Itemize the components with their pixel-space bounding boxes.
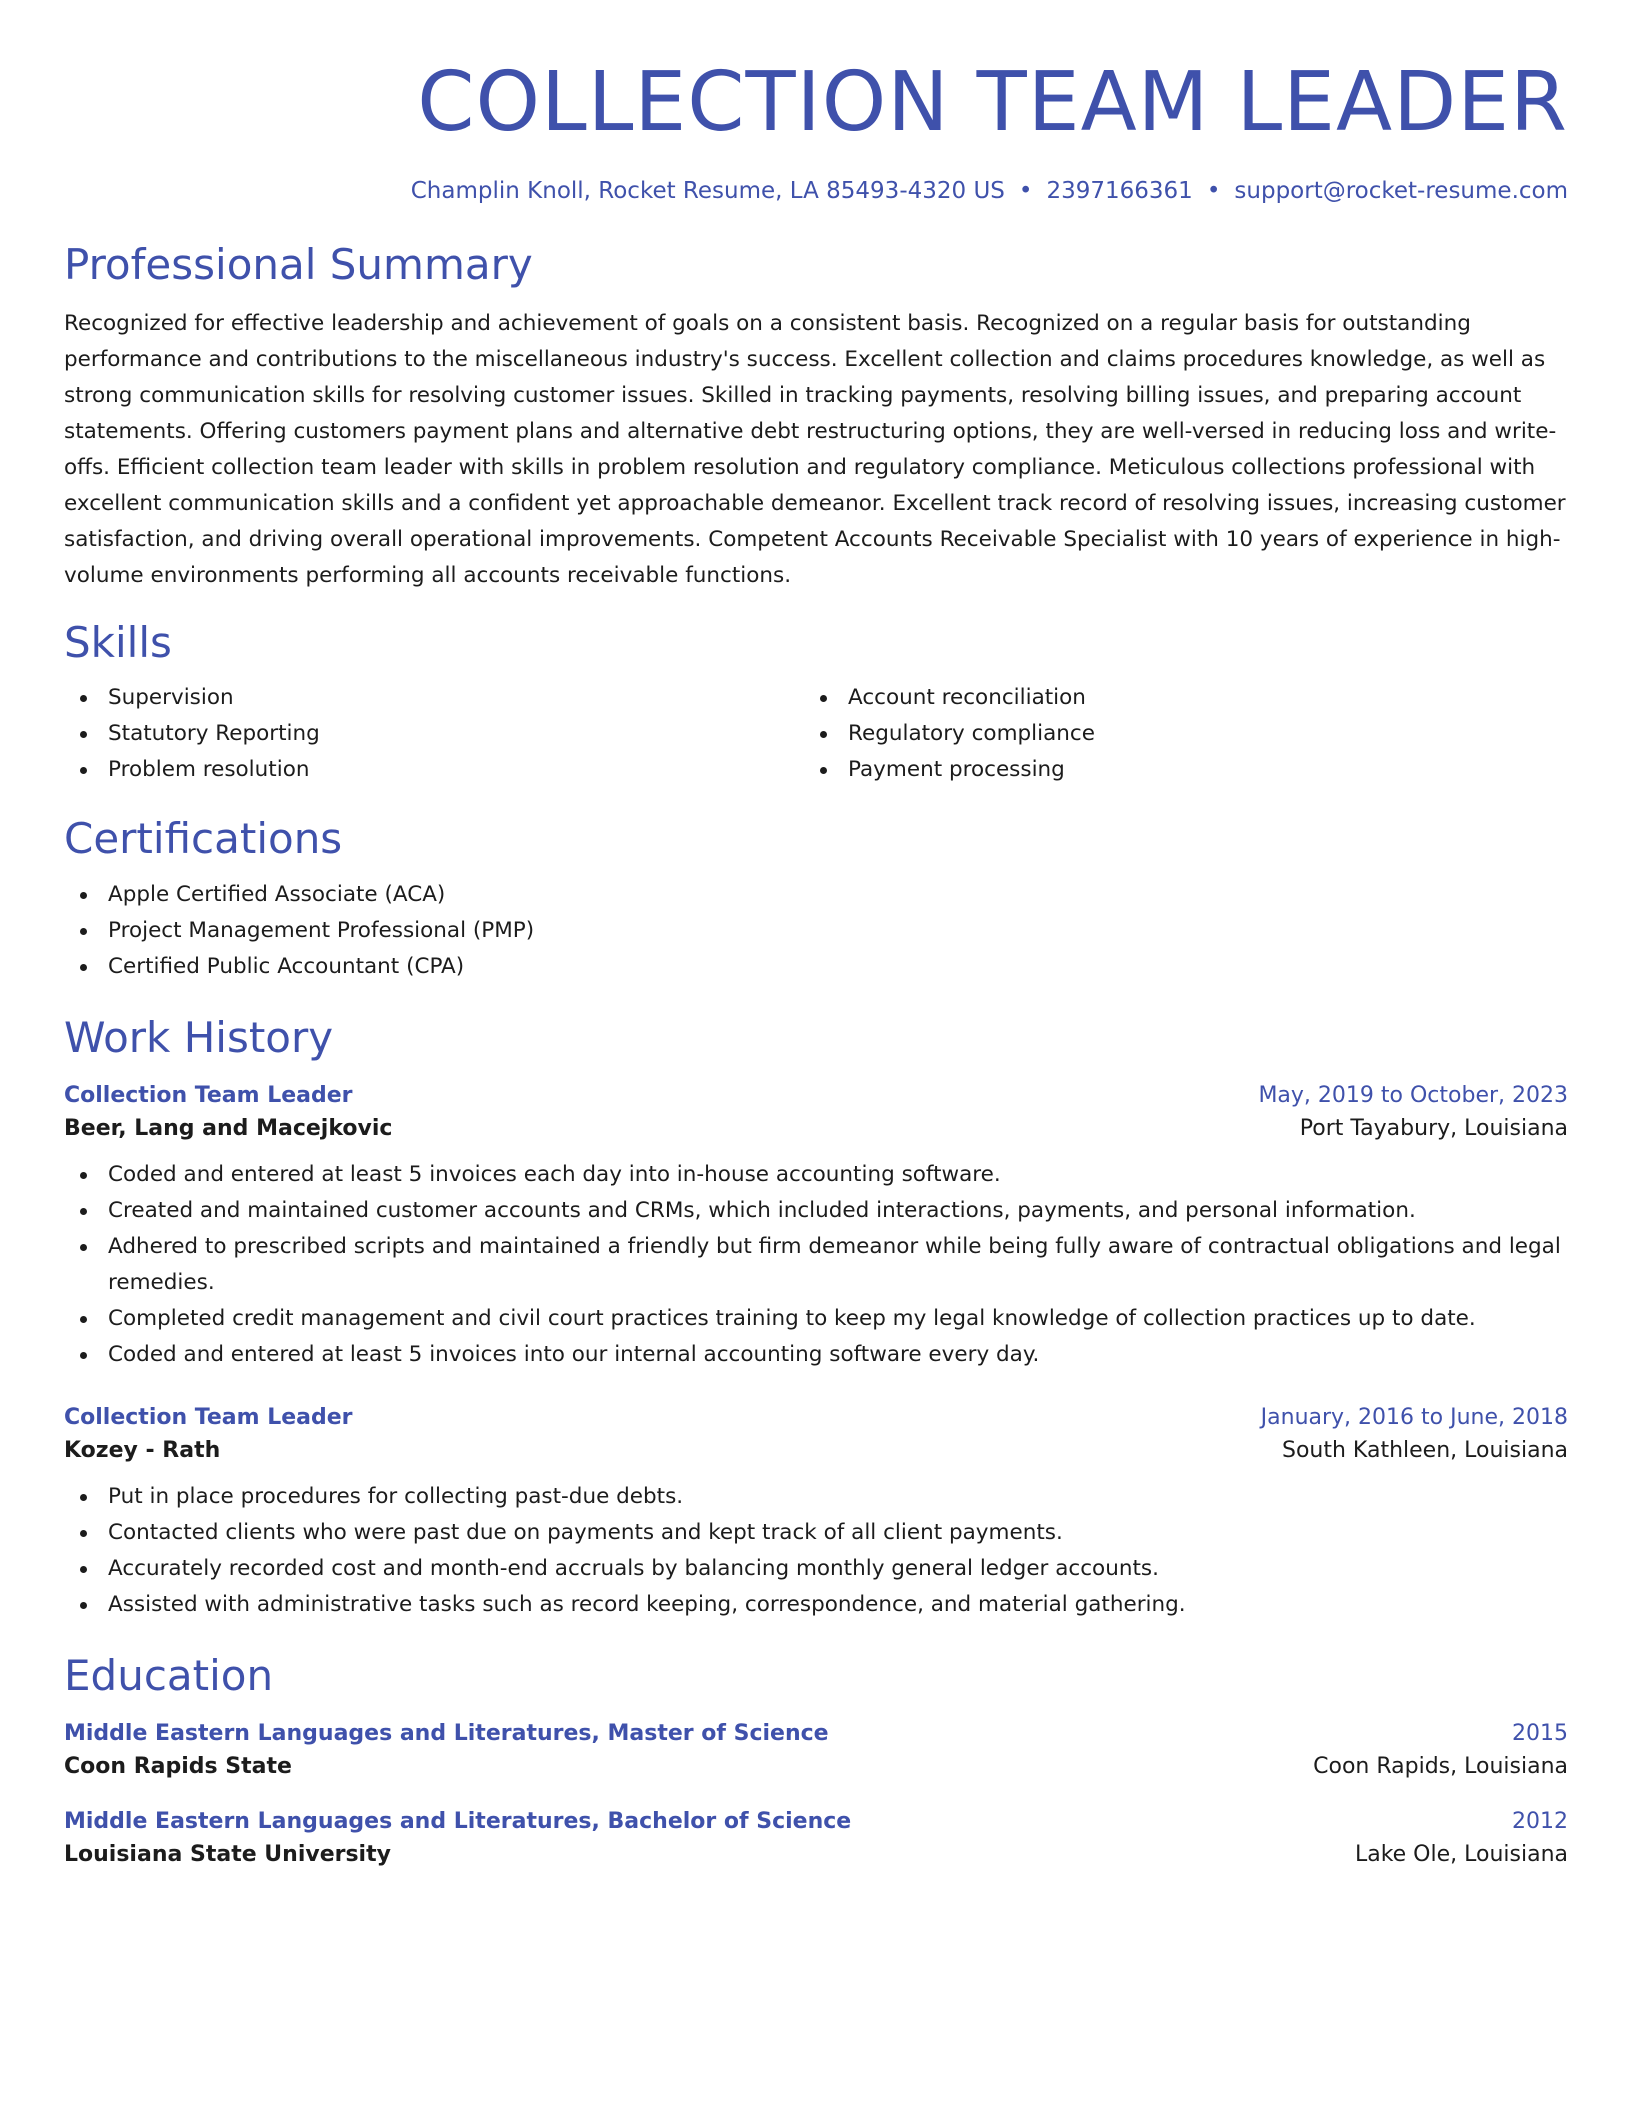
- education-header-row: [64, 1721, 1568, 1746]
- skill-item: Regulatory compliance: [804, 716, 1544, 752]
- skill-item: Supervision: [64, 680, 804, 716]
- contact-line: [64, 178, 1568, 204]
- contact-address: Champlin Knoll, Rocket Resume, LA 85493-4320 US: [410, 178, 1005, 204]
- summary-heading: Professional Summary: [64, 240, 533, 289]
- skill-item: Statutory Reporting: [64, 716, 804, 752]
- summary-section: [64, 242, 1568, 594]
- education-school-row: [64, 1754, 1568, 1779]
- certification-item: Project Management Professional (PMP): [64, 913, 1568, 949]
- summary-text: Recognized for effective leadership and achievement of goals on a consistent basis. Recognized on a regular basis for outstanding performance and contributions to the miscellaneous industry's success. Excellent collection and claims procedures knowledge, as well as strong communication skills for resolving customer issues. Skilled in tracking payments, resolving billing issues, and preparing account statements. Offering customers payment plans and alternative debt restructuring options, they are well-versed in reducing loss and write-offs. Efficient collection team leader with skills in problem resolution and regulatory compliance. Meticulous collections professional with excellent communication skills and a confident yet approachable demeanor. Excellent track record of resolving issues, increasing customer satisfaction, and driving overall operational improvements. Competent Accounts Receivable Specialist with 10 years of experience in high-volume environments performing all accounts receivable functions.: [64, 311, 1566, 589]
- job-bullet: Created and maintained customer accounts and CRMs, which included interactions, payments, and personal information.: [64, 1193, 1568, 1229]
- education-degree: Middle Eastern Languages and Literatures, Master of Science: [64, 1720, 829, 1746]
- job-location: South Kathleen, Louisiana: [1282, 1437, 1568, 1463]
- job-bullet: Coded and entered at least 5 invoices each day into in-house accounting software.: [64, 1157, 1568, 1193]
- job-bullet: Adhered to prescribed scripts and maintained a friendly but firm demeanor while being fully aware of contractual obligations and legal remedies.: [64, 1229, 1568, 1301]
- contact-email: support@rocket-resume.com: [1234, 178, 1568, 204]
- job-bullet: Put in place procedures for collecting past-due debts.: [64, 1479, 1568, 1515]
- education-section: [64, 1650, 1568, 1867]
- education-entry: [64, 1809, 1568, 1867]
- job-location: Port Tayabury, Louisiana: [1299, 1115, 1568, 1141]
- certification-item: Apple Certified Associate (ACA): [64, 877, 1568, 913]
- skills-right-list: [804, 680, 1544, 788]
- education-location: Lake Ole, Louisiana: [1354, 1841, 1568, 1867]
- skill-item: Payment processing: [804, 752, 1544, 788]
- skill-item: Problem resolution: [64, 752, 804, 788]
- education-school-row: [64, 1842, 1568, 1867]
- skills-heading: Skills: [64, 618, 172, 668]
- job-dates: January, 2016 to June, 2018: [1260, 1404, 1568, 1430]
- skills-grid: [64, 680, 1568, 788]
- job-employer-row: [64, 1116, 1568, 1141]
- job-header-row: [64, 1083, 1568, 1108]
- education-school: Coon Rapids State: [64, 1753, 292, 1779]
- job-title: Collection Team Leader: [64, 1082, 353, 1108]
- education-header-row: [64, 1809, 1568, 1834]
- job-bullets: [64, 1157, 1568, 1373]
- education-entry: [64, 1721, 1568, 1779]
- education-year: 2012: [1512, 1808, 1568, 1834]
- job-employer-row: [64, 1438, 1568, 1463]
- education-location: Coon Rapids, Louisiana: [1313, 1753, 1568, 1779]
- certifications-heading: Certifications: [64, 814, 343, 864]
- education-heading: Education: [64, 1650, 274, 1700]
- job-dates: May, 2019 to October, 2023: [1258, 1082, 1568, 1108]
- contact-separator: •: [1206, 178, 1221, 204]
- job-bullet: Coded and entered at least 5 invoices into our internal accounting software every day.: [64, 1337, 1568, 1373]
- education-school: Louisiana State University: [64, 1841, 391, 1867]
- job-entry: [64, 1083, 1568, 1373]
- skill-item: Account reconciliation: [804, 680, 1544, 716]
- certifications-section: [64, 816, 1568, 984]
- contact-phone: 2397166361: [1046, 178, 1193, 204]
- job-employer: Kozey - Rath: [64, 1437, 221, 1463]
- job-title: Collection Team Leader: [64, 1404, 353, 1430]
- job-entry: [64, 1405, 1568, 1623]
- job-employer: Beer, Lang and Macejkovic: [64, 1115, 393, 1141]
- work-heading: Work History: [64, 1012, 334, 1062]
- contact-separator: •: [1018, 178, 1033, 204]
- job-bullet: Accurately recorded cost and month-end accruals by balancing monthly general ledger accounts.: [64, 1551, 1568, 1587]
- job-bullet: Contacted clients who were past due on payments and kept track of all client payments.: [64, 1515, 1568, 1551]
- skills-left-list: [64, 680, 804, 788]
- resume-title: COLLECTION TEAM LEADER: [417, 55, 1568, 150]
- job-bullet: Completed credit management and civil court practices training to keep my legal knowledge of collection practices up to date.: [64, 1301, 1568, 1337]
- job-bullets: [64, 1479, 1568, 1623]
- education-degree: Middle Eastern Languages and Literatures, Bachelor of Science: [64, 1808, 852, 1834]
- certifications-list: [64, 877, 1568, 985]
- education-year: 2015: [1512, 1720, 1568, 1746]
- job-header-row: [64, 1405, 1568, 1430]
- certification-item: Certified Public Accountant (CPA): [64, 949, 1568, 985]
- job-bullet: Assisted with administrative tasks such as record keeping, correspondence, and material gathering.: [64, 1587, 1568, 1623]
- skills-section: [64, 620, 1568, 788]
- work-section: [64, 1012, 1568, 1623]
